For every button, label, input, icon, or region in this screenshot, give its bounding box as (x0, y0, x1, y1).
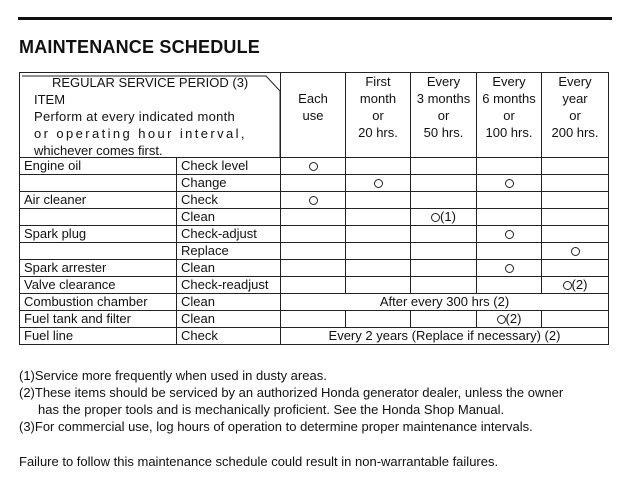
interval-cell (542, 226, 609, 243)
circle-mark-icon (571, 247, 580, 256)
action-cell: Check-adjust (177, 226, 281, 243)
action-cell: Replace (177, 243, 281, 260)
col-header-6-months: Every 6 months or 100 hrs. (477, 73, 542, 158)
interval-cell (542, 158, 609, 175)
interval-cell (281, 192, 346, 209)
perform-line-1: Perform at every indicated month (34, 109, 236, 124)
interval-cell (281, 175, 346, 192)
action-cell: Check-readjust (177, 277, 281, 294)
item-cell (20, 209, 177, 226)
interval-cell (411, 209, 477, 226)
col-header-year: Every year or 200 hrs. (542, 73, 609, 158)
action-cell: Change (177, 175, 281, 192)
action-cell: Clean (177, 260, 281, 277)
circle-mark-icon (497, 315, 506, 324)
table-row (20, 158, 609, 175)
interval-cell (542, 260, 609, 277)
span-note-cell: After every 300 hrs (2) (281, 294, 609, 311)
action-cell: Check (177, 192, 281, 209)
interval-cell (542, 277, 609, 294)
table-row (20, 311, 609, 328)
maintenance-table (19, 72, 609, 345)
interval-cell (346, 192, 411, 209)
table-row (20, 277, 609, 294)
header-row (20, 73, 609, 158)
table-row (20, 243, 609, 260)
period-label: REGULAR SERVICE PERIOD (3) (52, 75, 249, 90)
interval-cell (477, 311, 542, 328)
interval-cell (411, 226, 477, 243)
interval-cell (346, 243, 411, 260)
circle-mark-icon (309, 162, 318, 171)
action-cell: Check (177, 328, 281, 345)
item-cell: Valve clearance (20, 277, 177, 294)
table-row (20, 175, 609, 192)
table-row (20, 260, 609, 277)
circle-mark-icon (374, 179, 383, 188)
circle-mark-icon (505, 264, 514, 273)
warning-text: Failure to follow this maintenance schedule could result in non-warrantable failures. (19, 454, 499, 469)
circle-mark-icon (505, 179, 514, 188)
interval-cell (477, 243, 542, 260)
interval-cell (542, 175, 609, 192)
interval-cell (542, 192, 609, 209)
circle-mark-icon (505, 230, 514, 239)
span-note-cell: Every 2 years (Replace if necessary) (2) (281, 328, 609, 345)
item-cell: Engine oil (20, 158, 177, 175)
interval-cell (281, 277, 346, 294)
interval-cell (346, 311, 411, 328)
interval-cell (411, 192, 477, 209)
perform-line-2: or operating hour interval, (34, 126, 247, 141)
interval-cell (411, 175, 477, 192)
header-period-cell (20, 73, 281, 158)
interval-cell (542, 243, 609, 260)
interval-cell (477, 226, 542, 243)
table-row (20, 209, 609, 226)
interval-cell (411, 158, 477, 175)
item-cell: Fuel tank and filter (20, 311, 177, 328)
action-cell: Clean (177, 311, 281, 328)
item-cell: Fuel line (20, 328, 177, 345)
top-rule (18, 17, 612, 20)
col-header-each-use: Each use (281, 73, 346, 158)
interval-cell (281, 209, 346, 226)
item-cell (20, 175, 177, 192)
interval-cell (346, 209, 411, 226)
interval-cell (346, 260, 411, 277)
footnote-2: (2)These items should be serviced by an authorized Honda generator dealer, unless the owner (19, 385, 564, 400)
circle-mark-icon (563, 281, 572, 290)
item-cell: Spark plug (20, 226, 177, 243)
table-row (20, 328, 609, 345)
table-row (20, 294, 609, 311)
footnote-2-continued: has the proper tools and is mechanically proficient. See the Honda Shop Manual. (38, 402, 505, 417)
interval-cell (477, 209, 542, 226)
item-cell (20, 243, 177, 260)
interval-cell (477, 192, 542, 209)
circle-mark-icon (431, 213, 440, 222)
interval-cell (281, 226, 346, 243)
circle-mark-icon (309, 196, 318, 205)
footnote-1: (1)Service more frequently when used in dusty areas. (19, 368, 327, 383)
action-cell: Clean (177, 209, 281, 226)
interval-cell (411, 243, 477, 260)
interval-cell (281, 311, 346, 328)
table-row (20, 226, 609, 243)
interval-cell (346, 158, 411, 175)
interval-cell (477, 175, 542, 192)
interval-cell (542, 209, 609, 226)
mark-footnote: (1) (440, 209, 456, 224)
interval-cell (411, 277, 477, 294)
table-row (20, 192, 609, 209)
action-cell: Clean (177, 294, 281, 311)
page-title: MAINTENANCE SCHEDULE (19, 37, 261, 57)
mark-footnote: (2) (571, 277, 588, 292)
col-header-first-month: First month or 20 hrs. (346, 73, 411, 158)
col-header-3-months: Every 3 months or 50 hrs. (411, 73, 477, 158)
interval-cell (411, 260, 477, 277)
interval-cell (281, 158, 346, 175)
interval-cell (346, 277, 411, 294)
footnotes (19, 367, 613, 435)
item-cell: Air cleaner (20, 192, 177, 209)
interval-cell (477, 158, 542, 175)
interval-cell (346, 226, 411, 243)
interval-cell (411, 311, 477, 328)
interval-cell (281, 243, 346, 260)
interval-cell (477, 260, 542, 277)
item-label: ITEM (34, 92, 66, 107)
item-cell: Spark arrester (20, 260, 177, 277)
item-cell: Combustion chamber (20, 294, 177, 311)
interval-cell (477, 277, 542, 294)
action-cell: Check level (177, 158, 281, 175)
interval-cell (542, 311, 609, 328)
schedule-body (20, 158, 609, 345)
footnote-3: (3)For commercial use, log hours of operation to determine proper maintenance intervals. (19, 419, 533, 434)
interval-cell (281, 260, 346, 277)
interval-cell (346, 175, 411, 192)
mark-footnote: (2) (505, 311, 522, 326)
perform-line-3: whichever comes first. (34, 143, 163, 158)
